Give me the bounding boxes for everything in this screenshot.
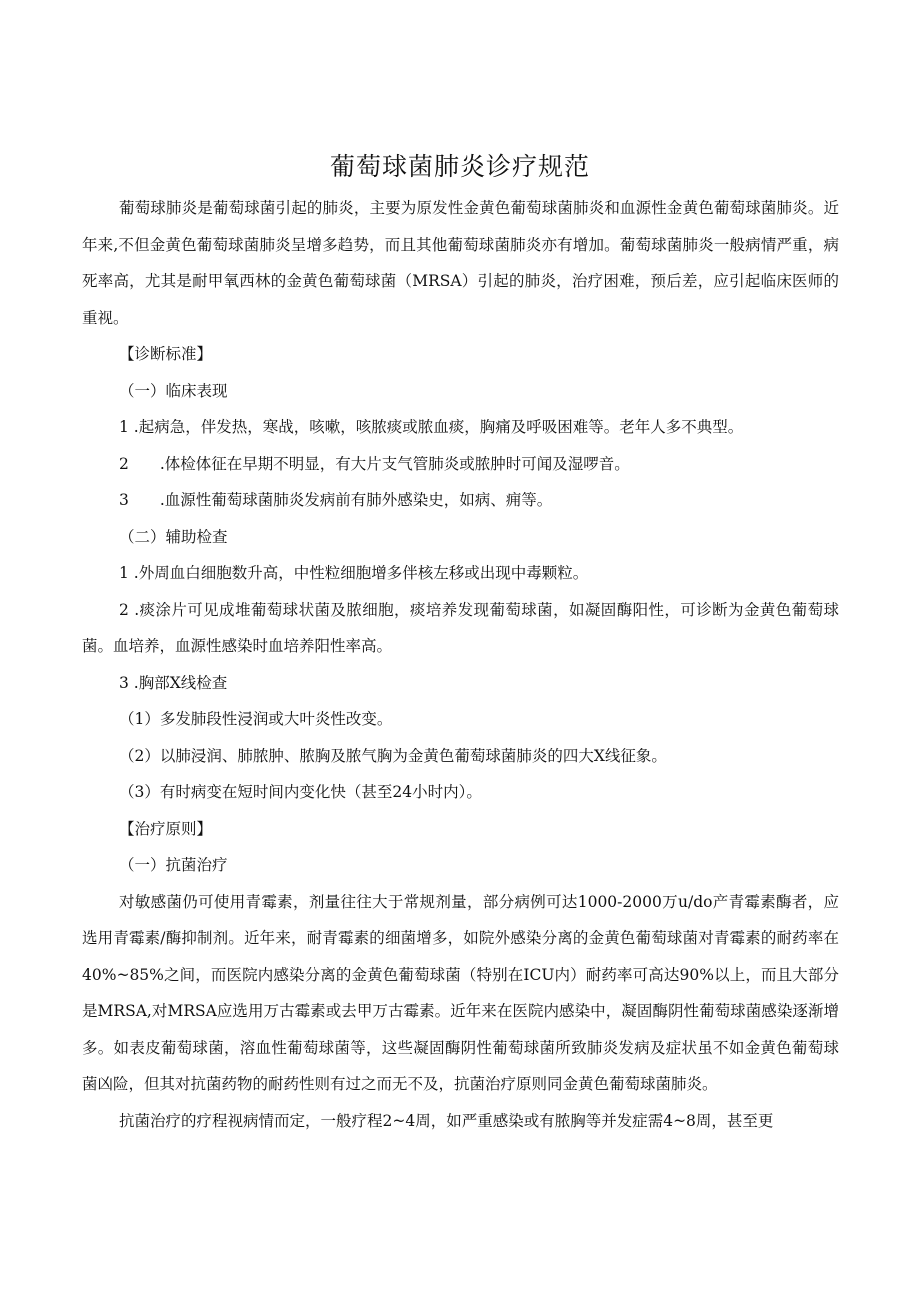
subsection-heading-clinical: （一）临床表现 xyxy=(119,381,228,400)
clinical-item-2: 2 .体检体征在早期不明显，有大片支气管肺炎或脓肿时可闻及湿啰音。 xyxy=(119,454,630,473)
xray-item-3: （3）有时病变在短时间内变化快（甚至24小时内）。 xyxy=(119,783,482,801)
section-heading-diagnosis: 【诊断标准】 xyxy=(119,345,213,363)
treatment-paragraph: 对敏感菌仍可使用青霉素，剂量往往大于常规剂量，部分病例可达1000-2000万u/do产青霉素酶者，应选用青霉素/酶抑制剂。近年来，耐青霉素的细菌增多，如院外感染分离的金黄色葡萄球菌对青霉素的耐药率在40%~85%之间，而医院内感染分离的金黄色葡萄球菌（特别在ICU内）耐药率可高达90%以上，而且大部分是MRSA,对MRSA应选用万古霉素或去甲万古霉素。近年来在医院内感染中，凝固酶阴性葡萄球菌感染逐渐增多。如表皮葡萄球菌，溶血性葡萄球菌等，这些凝固酶阴性葡萄球菌所致肺炎发病及症状虽不如金黄色葡萄球菌凶险，但其对抗菌药物的耐药性则有过之而无不及，抗菌治疗原则同金黄色葡萄球菌肺炎。 xyxy=(82,892,839,1093)
course-paragraph: 抗菌治疗的疗程视病情而定，一般疗程2~4周，如严重感染或有脓胸等并发症需4~8周，甚至更 xyxy=(119,1111,774,1130)
document-body xyxy=(82,190,839,1139)
auxiliary-item-2: 2 .痰涂片可见成堆葡萄球状菌及脓细胞，痰培养发现葡萄球菌，如凝固酶阳性，可诊断为金黄色葡萄球菌。血培养，血源性感染时血培养阳性率高。 xyxy=(82,600,839,655)
xray-item-2: （2）以肺浸润、肺脓肿、脓胸及脓气胸为金黄色葡萄球菌肺炎的四大X线征象。 xyxy=(119,746,667,765)
auxiliary-item-3: 3 .胸部X线检查 xyxy=(119,673,228,692)
clinical-item-3: 3 .血源性葡萄球菌肺炎发病前有肺外感染史，如病、痈等。 xyxy=(119,491,553,509)
subsection-heading-antibiotic: （一）抗菌治疗 xyxy=(119,856,228,874)
section-heading-treatment: 【治疗原则】 xyxy=(119,819,213,838)
auxiliary-item-1: 1 .外周血白细胞数升高，中性粒细胞增多伴核左移或出现中毒颗粒。 xyxy=(119,564,589,582)
clinical-item-1: 1 .起病急，伴发热，寒战，咳嗽，咳脓痰或脓血痰，胸痛及呼吸困难等。老年人多不典型。 xyxy=(119,418,744,436)
page-title: 葡萄球菌肺炎诊疗规范 xyxy=(329,151,590,181)
subsection-heading-auxiliary: （二）辅助检查 xyxy=(119,527,228,546)
xray-item-1: （1）多发肺段性浸润或大叶炎性改变。 xyxy=(119,710,393,728)
intro-paragraph: 葡萄球肺炎是葡萄球菌引起的肺炎，主要为原发性金黄色葡萄球菌肺炎和血源性金黄色葡萄球菌肺炎。近年来,不但金黄色葡萄球菌肺炎呈增多趋势，而且其他葡萄球菌肺炎亦有增加。葡萄球菌肺炎一般病情严重，病死率高，尤其是耐甲氧西林的金黄色葡萄球菌（MRSA）引起的肺炎，治疗困难，预后差，应引起临床医师的重视。 xyxy=(82,199,839,327)
